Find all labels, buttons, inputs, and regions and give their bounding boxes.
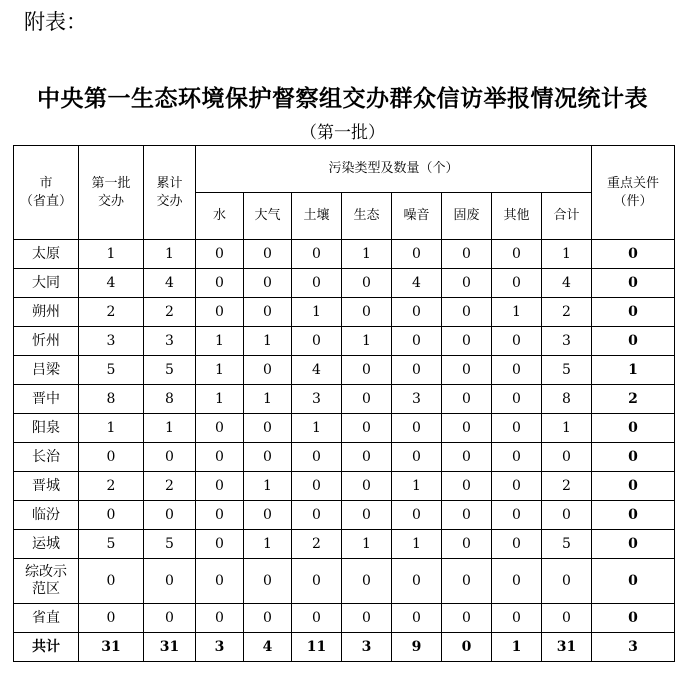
cell-noise: 4 bbox=[392, 269, 442, 298]
row-city: 吕梁 bbox=[14, 356, 79, 385]
cell-solid-waste: 0 bbox=[442, 472, 492, 501]
cell-water: 0 bbox=[196, 269, 244, 298]
cell-soil: 0 bbox=[292, 327, 342, 356]
cell-water: 0 bbox=[196, 240, 244, 269]
cell-first: 3 bbox=[79, 327, 144, 356]
cell-other: 0 bbox=[492, 530, 542, 559]
cell-noise: 0 bbox=[392, 559, 442, 604]
cell-first: 4 bbox=[79, 269, 144, 298]
cell-ecology: 0 bbox=[342, 604, 392, 633]
row-city: 朔州 bbox=[14, 298, 79, 327]
cell-soil: 2 bbox=[292, 530, 342, 559]
cell-soil: 0 bbox=[292, 559, 342, 604]
cell-noise: 0 bbox=[392, 327, 442, 356]
cell-first: 1 bbox=[79, 414, 144, 443]
cell-air: 0 bbox=[244, 559, 292, 604]
header-key-cases: 重点关件 （件） bbox=[592, 146, 675, 240]
cell-soil: 3 bbox=[292, 385, 342, 414]
cell-key-cases: 0 bbox=[592, 269, 675, 298]
cell-ecology: 0 bbox=[342, 443, 392, 472]
table-title: 中央第一生态环境保护督察组交办群众信访举报情况统计表 bbox=[37, 85, 648, 112]
total-row bbox=[14, 633, 675, 662]
cell-first: 5 bbox=[79, 530, 144, 559]
table-subtitle: （第一批） bbox=[300, 123, 385, 143]
cell-water: 1 bbox=[196, 327, 244, 356]
cell-air: 0 bbox=[244, 240, 292, 269]
cell-key-cases: 1 bbox=[592, 356, 675, 385]
cell-subtotal: 1 bbox=[542, 414, 592, 443]
cell-other: 0 bbox=[492, 501, 542, 530]
cell-first: 2 bbox=[79, 298, 144, 327]
table-row bbox=[14, 327, 675, 356]
table-row bbox=[14, 559, 675, 604]
cell-cumulative: 2 bbox=[144, 298, 196, 327]
cell-air: 1 bbox=[244, 385, 292, 414]
cell-first: 5 bbox=[79, 356, 144, 385]
appendix-label: 附表： bbox=[24, 10, 87, 34]
cell-first: 0 bbox=[79, 501, 144, 530]
cell-key-cases: 0 bbox=[592, 298, 675, 327]
row-city: 大同 bbox=[14, 269, 79, 298]
cell-key-cases: 0 bbox=[592, 443, 675, 472]
cell-cumulative: 0 bbox=[144, 604, 196, 633]
table-row bbox=[14, 356, 675, 385]
table-row bbox=[14, 414, 675, 443]
cell-ecology: 0 bbox=[342, 414, 392, 443]
cell-air: 0 bbox=[244, 443, 292, 472]
row-city: 晋城 bbox=[14, 472, 79, 501]
cell-ecology: 1 bbox=[342, 530, 392, 559]
cell-ecology: 0 bbox=[342, 385, 392, 414]
cell-cumulative: 0 bbox=[144, 559, 196, 604]
cell-noise: 0 bbox=[392, 356, 442, 385]
cell-key-cases: 0 bbox=[592, 604, 675, 633]
statistics-table bbox=[13, 145, 675, 662]
cell-cumulative: 0 bbox=[144, 501, 196, 530]
cell-noise: 1 bbox=[392, 472, 442, 501]
cell-cumulative: 3 bbox=[144, 327, 196, 356]
row-city: 临汾 bbox=[14, 501, 79, 530]
cell-subtotal: 2 bbox=[542, 472, 592, 501]
cell-solid-waste: 0 bbox=[442, 240, 492, 269]
header-cumulative: 累计 交办 bbox=[144, 146, 196, 240]
cell-first: 2 bbox=[79, 472, 144, 501]
cell-subtotal: 0 bbox=[542, 501, 592, 530]
cell-key-cases: 0 bbox=[592, 240, 675, 269]
cell-other: 0 bbox=[492, 559, 542, 604]
cell-subtotal: 0 bbox=[542, 559, 592, 604]
cell-first: 0 bbox=[79, 604, 144, 633]
total-soil: 11 bbox=[292, 633, 342, 662]
cell-subtotal: 2 bbox=[542, 298, 592, 327]
cell-air: 0 bbox=[244, 269, 292, 298]
header-air: 大气 bbox=[244, 193, 292, 240]
cell-noise: 0 bbox=[392, 501, 442, 530]
cell-solid-waste: 0 bbox=[442, 443, 492, 472]
cell-air: 0 bbox=[244, 356, 292, 385]
cell-key-cases: 0 bbox=[592, 530, 675, 559]
cell-ecology: 0 bbox=[342, 501, 392, 530]
cell-first: 1 bbox=[79, 240, 144, 269]
cell-subtotal: 0 bbox=[542, 604, 592, 633]
cell-soil: 0 bbox=[292, 269, 342, 298]
header-water: 水 bbox=[196, 193, 244, 240]
cell-air: 1 bbox=[244, 327, 292, 356]
cell-cumulative: 5 bbox=[144, 530, 196, 559]
cell-air: 0 bbox=[244, 414, 292, 443]
cell-soil: 1 bbox=[292, 414, 342, 443]
cell-cumulative: 1 bbox=[144, 414, 196, 443]
cell-water: 0 bbox=[196, 472, 244, 501]
header-first-batch: 第一批 交办 bbox=[79, 146, 144, 240]
cell-subtotal: 1 bbox=[542, 240, 592, 269]
cell-solid-waste: 0 bbox=[442, 269, 492, 298]
cell-key-cases: 2 bbox=[592, 385, 675, 414]
cell-subtotal: 8 bbox=[542, 385, 592, 414]
header-row-1 bbox=[14, 146, 675, 193]
header-noise: 噪音 bbox=[392, 193, 442, 240]
cell-noise: 0 bbox=[392, 443, 442, 472]
table-row bbox=[14, 530, 675, 559]
cell-key-cases: 0 bbox=[592, 559, 675, 604]
cell-air: 0 bbox=[244, 604, 292, 633]
cell-other: 0 bbox=[492, 472, 542, 501]
cell-solid-waste: 0 bbox=[442, 501, 492, 530]
cell-ecology: 0 bbox=[342, 356, 392, 385]
cell-other: 0 bbox=[492, 443, 542, 472]
total-key-cases: 3 bbox=[592, 633, 675, 662]
cell-noise: 0 bbox=[392, 604, 442, 633]
cell-other: 0 bbox=[492, 604, 542, 633]
cell-cumulative: 5 bbox=[144, 356, 196, 385]
cell-solid-waste: 0 bbox=[442, 298, 492, 327]
cell-key-cases: 0 bbox=[592, 414, 675, 443]
table-row bbox=[14, 385, 675, 414]
table-row bbox=[14, 604, 675, 633]
cell-subtotal: 5 bbox=[542, 530, 592, 559]
cell-subtotal: 3 bbox=[542, 327, 592, 356]
cell-air: 0 bbox=[244, 501, 292, 530]
cell-water: 0 bbox=[196, 414, 244, 443]
cell-cumulative: 2 bbox=[144, 472, 196, 501]
header-soil: 土壤 bbox=[292, 193, 342, 240]
cell-water: 1 bbox=[196, 356, 244, 385]
total-ecology: 3 bbox=[342, 633, 392, 662]
cell-solid-waste: 0 bbox=[442, 385, 492, 414]
row-city: 阳泉 bbox=[14, 414, 79, 443]
cell-noise: 0 bbox=[392, 414, 442, 443]
cell-solid-waste: 0 bbox=[442, 604, 492, 633]
row-city: 省直 bbox=[14, 604, 79, 633]
header-pollution-group: 污染类型及数量（个） bbox=[196, 146, 592, 193]
header-city: 市 （省直） bbox=[14, 146, 79, 240]
cell-ecology: 1 bbox=[342, 240, 392, 269]
cell-cumulative: 4 bbox=[144, 269, 196, 298]
row-city: 忻州 bbox=[14, 327, 79, 356]
total-noise: 9 bbox=[392, 633, 442, 662]
cell-cumulative: 0 bbox=[144, 443, 196, 472]
row-city: 综改示 范区 bbox=[14, 559, 79, 604]
cell-ecology: 1 bbox=[342, 327, 392, 356]
cell-soil: 0 bbox=[292, 501, 342, 530]
total-subtotal: 31 bbox=[542, 633, 592, 662]
cell-ecology: 0 bbox=[342, 269, 392, 298]
cell-water: 0 bbox=[196, 298, 244, 327]
total-water: 3 bbox=[196, 633, 244, 662]
total-cumulative: 31 bbox=[144, 633, 196, 662]
cell-ecology: 0 bbox=[342, 298, 392, 327]
cell-noise: 1 bbox=[392, 530, 442, 559]
header-subtotal: 合计 bbox=[542, 193, 592, 240]
cell-solid-waste: 0 bbox=[442, 559, 492, 604]
cell-key-cases: 0 bbox=[592, 501, 675, 530]
cell-first: 0 bbox=[79, 443, 144, 472]
cell-water: 1 bbox=[196, 385, 244, 414]
cell-subtotal: 0 bbox=[542, 443, 592, 472]
cell-air: 0 bbox=[244, 298, 292, 327]
cell-other: 0 bbox=[492, 385, 542, 414]
cell-first: 0 bbox=[79, 559, 144, 604]
cell-air: 1 bbox=[244, 530, 292, 559]
header-ecology: 生态 bbox=[342, 193, 392, 240]
cell-cumulative: 1 bbox=[144, 240, 196, 269]
cell-solid-waste: 0 bbox=[442, 414, 492, 443]
row-city: 运城 bbox=[14, 530, 79, 559]
cell-water: 0 bbox=[196, 443, 244, 472]
cell-other: 0 bbox=[492, 414, 542, 443]
cell-first: 8 bbox=[79, 385, 144, 414]
cell-water: 0 bbox=[196, 530, 244, 559]
cell-soil: 0 bbox=[292, 472, 342, 501]
table-row bbox=[14, 472, 675, 501]
cell-soil: 4 bbox=[292, 356, 342, 385]
row-city: 长治 bbox=[14, 443, 79, 472]
row-city: 晋中 bbox=[14, 385, 79, 414]
cell-key-cases: 0 bbox=[592, 327, 675, 356]
table-row bbox=[14, 501, 675, 530]
cell-noise: 0 bbox=[392, 240, 442, 269]
cell-water: 0 bbox=[196, 559, 244, 604]
header-solid-waste: 固废 bbox=[442, 193, 492, 240]
cell-noise: 0 bbox=[392, 298, 442, 327]
cell-ecology: 0 bbox=[342, 559, 392, 604]
cell-solid-waste: 0 bbox=[442, 356, 492, 385]
cell-other: 0 bbox=[492, 269, 542, 298]
cell-key-cases: 0 bbox=[592, 472, 675, 501]
total-air: 4 bbox=[244, 633, 292, 662]
cell-subtotal: 4 bbox=[542, 269, 592, 298]
cell-cumulative: 8 bbox=[144, 385, 196, 414]
total-label: 共计 bbox=[14, 633, 79, 662]
row-city: 太原 bbox=[14, 240, 79, 269]
table-row bbox=[14, 240, 675, 269]
cell-soil: 0 bbox=[292, 240, 342, 269]
cell-other: 0 bbox=[492, 356, 542, 385]
cell-soil: 0 bbox=[292, 443, 342, 472]
cell-water: 0 bbox=[196, 604, 244, 633]
cell-other: 0 bbox=[492, 240, 542, 269]
total-other: 1 bbox=[492, 633, 542, 662]
cell-other: 1 bbox=[492, 298, 542, 327]
cell-subtotal: 5 bbox=[542, 356, 592, 385]
cell-air: 1 bbox=[244, 472, 292, 501]
table-row bbox=[14, 298, 675, 327]
header-other: 其他 bbox=[492, 193, 542, 240]
table-row bbox=[14, 443, 675, 472]
cell-solid-waste: 0 bbox=[442, 530, 492, 559]
total-first: 31 bbox=[79, 633, 144, 662]
table-row bbox=[14, 269, 675, 298]
cell-water: 0 bbox=[196, 501, 244, 530]
cell-solid-waste: 0 bbox=[442, 327, 492, 356]
cell-other: 0 bbox=[492, 327, 542, 356]
cell-soil: 0 bbox=[292, 604, 342, 633]
cell-soil: 1 bbox=[292, 298, 342, 327]
cell-ecology: 0 bbox=[342, 472, 392, 501]
total-solid-waste: 0 bbox=[442, 633, 492, 662]
cell-noise: 3 bbox=[392, 385, 442, 414]
